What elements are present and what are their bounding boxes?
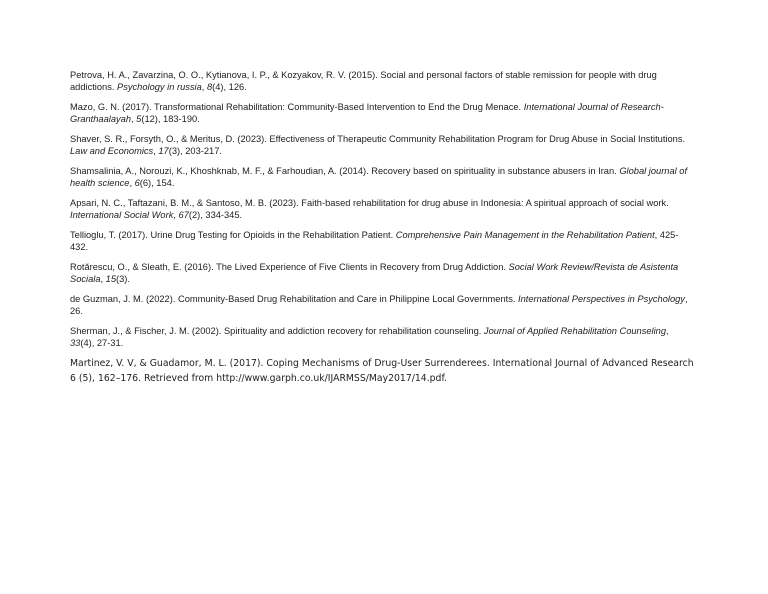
reference-entry: Rotărescu, O., & Sleath, E. (2016). The Lived Experience of Five Clients in Recovery from Drug Addiction. Social Work Review/Revista de Asistenta Sociala, 15(3). [70, 262, 679, 284]
reference-list [70, 70, 695, 395]
reference-entry: Apsari, N. C., Taftazani, B. M., & Santoso, M. B. (2023). Faith-based rehabilitation for drug abuse in Indonesia: A spiritual approach of social work. International Social Work, 67(2), 334-345. [70, 198, 669, 220]
reference-text: Tellioglu, T. (2017). Urine Drug Testing for Opioids in the Rehabilitation Patient. [70, 230, 396, 240]
reference-pages: (3). [116, 273, 130, 284]
reference-text: Sherman, J., & Fischer, J. M. (2002). Spirituality and addiction recovery for rehabilitation counseling. [70, 326, 484, 336]
reference-text: Shaver, S. R., Forsyth, O., & Meritus, D. (2023). Effectiveness of Therapeutic Community Rehabilitation Program for Drug Abuse in Social Institutions. [70, 134, 686, 144]
reference-entry: Petrova, H. A., Zavarzina, O. O., Kytianova, I. P., & Kozyakov, R. V. (2015). Social and personal factors of stable remission for people with drug addictions. Psychology in russia, 8(4), 126. [70, 70, 657, 92]
reference-volume: 67 [178, 209, 189, 220]
reference-pages: (2), 334-345. [188, 209, 243, 220]
reference-pages: (6), 154. [139, 177, 175, 188]
reference-volume: 6 [134, 177, 140, 188]
reference-entry: Mazo, G. N. (2017). Transformational Rehabilitation: Community-Based Intervention to End the Drug Menace. International Journal of Research-Granthaalayah, 5(12), 183-190. [70, 102, 664, 124]
reference-journal: Global journal of health science [70, 166, 688, 188]
reference-entry: Shaver, S. R., Forsyth, O., & Meritus, D. (2023). Effectiveness of Therapeutic Community Rehabilitation Program for Drug Abuse in Social Institutions. Law and Economics, 17(3), 203-217. [70, 134, 686, 156]
reference-text: Petrova, H. A., Zavarzina, O. O., Kytianova, I. P., & Kozyakov, R. V. (2015). Social and personal factors of stable remission for people with drug addictions. [70, 70, 657, 92]
reference-entry: Shamsalinia, A., Norouzi, K., Khoshknab, M. F., & Farhoudian, A. (2014). Recovery based on spirituality in substance abusers in Iran. Global journal of health science, 6(6), 154. [70, 166, 688, 188]
reference-pages: (4), 126. [212, 81, 247, 92]
reference-journal: International Journal of Research-Granthaalayah [70, 102, 664, 124]
reference-volume: 5 [136, 113, 142, 124]
reference-volume: 17 [158, 145, 169, 156]
reference-journal: Comprehensive Pain Management in the Rehabilitation Patient [395, 230, 655, 240]
reference-pages: (4), 27-31. [80, 337, 124, 348]
reference-entry: Tellioglu, T. (2017). Urine Drug Testing for Opioids in the Rehabilitation Patient. Comprehensive Pain Management in the Rehabilitation Patient, 425-432. [70, 230, 679, 252]
reference-journal: International Social Work [70, 209, 174, 220]
reference-entry: Sherman, J., & Fischer, J. M. (2002). Spirituality and addiction recovery for rehabilitation counseling. Journal of Applied Rehabilitation Counseling, 33(4), 27-31. [70, 326, 669, 348]
reference-journal: International Perspectives in Psychology [518, 294, 685, 304]
reference-pages: (12), 183-190. [141, 113, 200, 124]
reference-volume: 15 [105, 273, 117, 284]
reference-volume: 33 [70, 337, 81, 348]
reference-entry-last: Martinez, V. V, & Guadamor, M. L. (2017). Coping Mechanisms of Drug-User Surrenderees. International Journal of Advanced Research 6 (5), 162–176. Retrieved from http://www.garph.co.uk/IJARMSS/May2017/14.pdf. [70, 358, 694, 384]
reference-text: Shamsalinia, A., Norouzi, K., Khoshknab, M. F., & Farhoudian, A. (2014). Recovery based on spirituality in substance abusers in Iran. [70, 166, 620, 176]
reference-pages: 425-432. [70, 230, 679, 252]
reference-volume: 8 [206, 81, 213, 92]
reference-text: Apsari, N. C., Taftazani, B. M., & Santoso, M. B. (2023). Faith-based rehabilitation for drug abuse in Indonesia: A spiritual approach of social work. [70, 198, 669, 208]
reference-text: de Guzman, J. M. (2022). Community-Based Drug Rehabilitation and Care in Philippine Local Governments. [70, 294, 519, 304]
reference-text: Mazo, G. N. (2017). Transformational Rehabilitation: Community-Based Intervention to End the Drug Menace. [70, 102, 524, 112]
reference-text: Rotărescu, O., & Sleath, E. (2016). The Lived Experience of Five Clients in Recovery from Drug Addiction. [70, 262, 509, 272]
reference-journal: Psychology in russia [117, 81, 202, 92]
reference-pages: 26. [70, 305, 83, 316]
reference-journal: Law and Economics [70, 145, 154, 156]
reference-pages: (3), 203-217. [168, 145, 222, 156]
reference-journal: Social Work Review/Revista de Asistenta Sociala [70, 262, 679, 284]
reference-entry: de Guzman, J. M. (2022). Community-Based Drug Rehabilitation and Care in Philippine Local Governments. International Perspectives in Psychology, 26. [70, 294, 688, 316]
reference-journal: Journal of Applied Rehabilitation Counseling [483, 326, 667, 336]
